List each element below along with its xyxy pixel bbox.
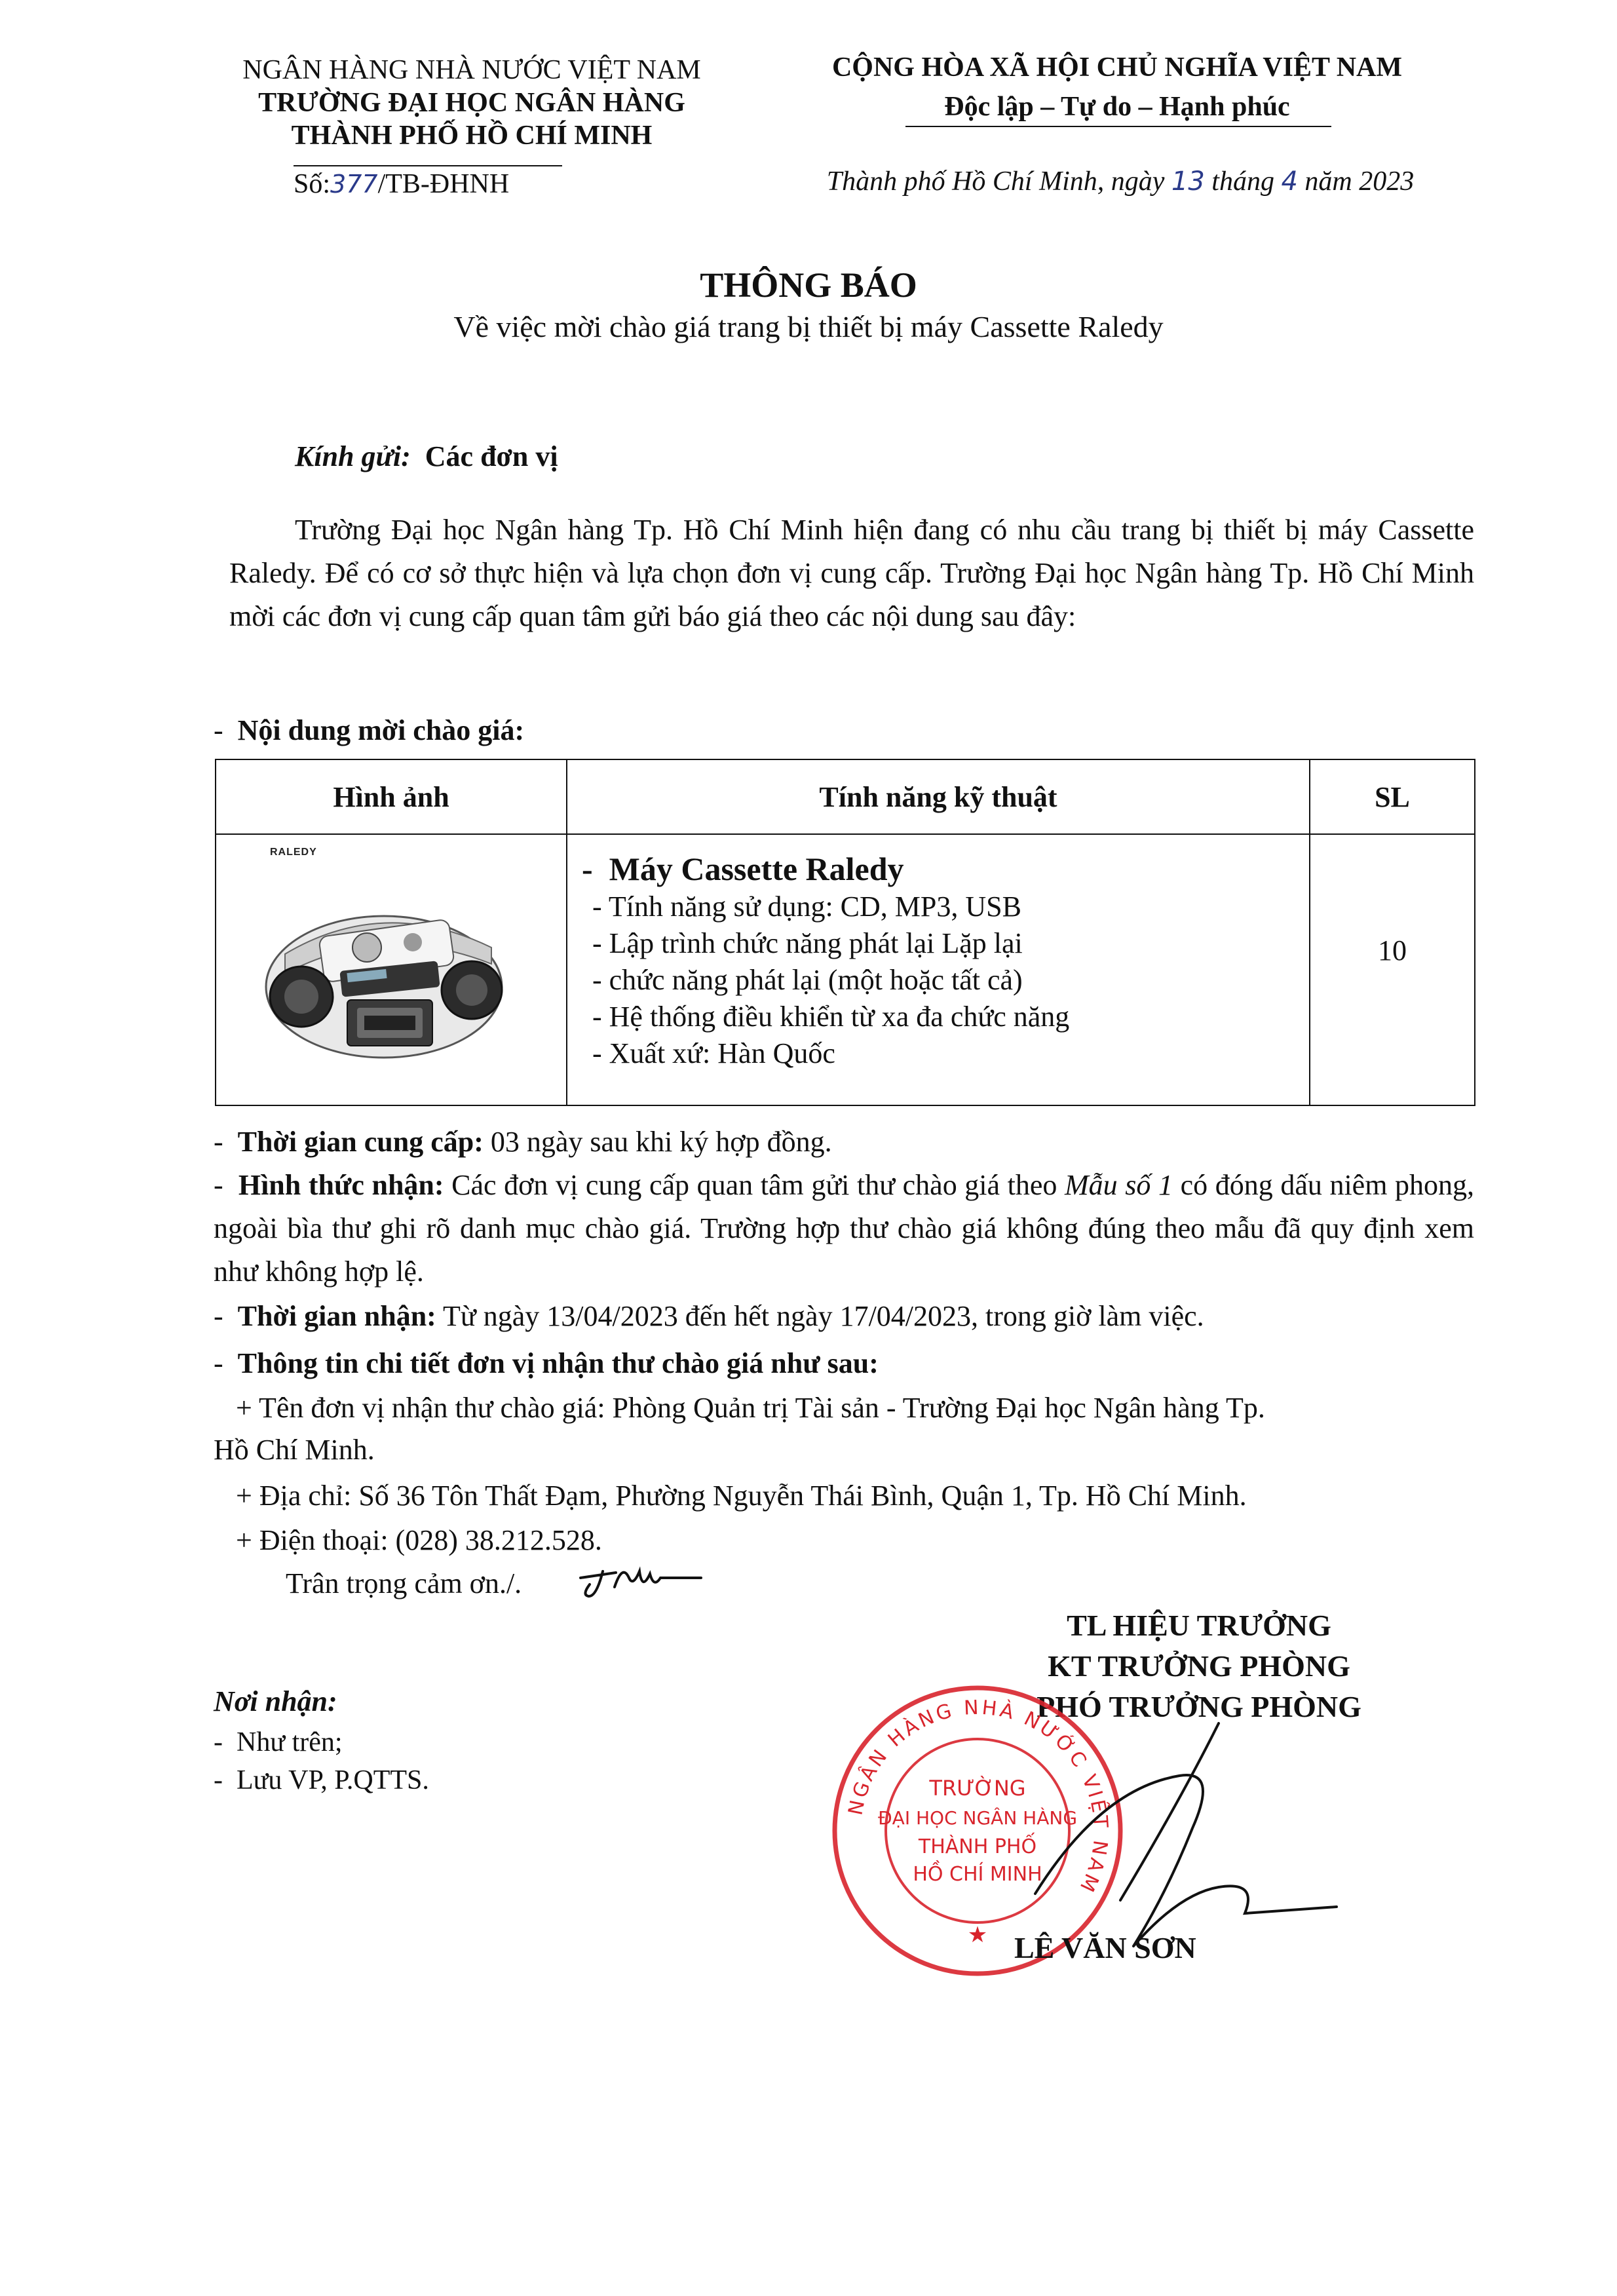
initials-signature-icon [577, 1558, 708, 1611]
feature-list [580, 889, 1296, 1072]
national-motto: Độc lập – Tự do – Hạnh phúc [944, 92, 1290, 122]
seal-ring-text: NGÂN HÀNG NHÀ NƯỚC VIỆT NAM [844, 1696, 1113, 1898]
list-item: - Lập trình chức năng phát lại Lặp lại [592, 925, 1296, 962]
date-place: Thành phố Hồ Chí Minh, ngày [826, 166, 1165, 197]
list-item: - Hệ thống điều khiển từ xa đa chức năng [592, 999, 1296, 1035]
salutation [295, 435, 558, 478]
date-day-handwritten: 13 [1171, 166, 1205, 197]
signature-line-1: TL HIỆU TRƯỞNG [1067, 1609, 1331, 1642]
receive-form: - Hình thức nhận: Các đơn vị cung cấp quan tâm gửi thư chào giá theo Mẫu số 1 có đóng dấu niêm phong, ngoài bìa thư ghi rõ danh mục chào giá. Trường hợp thư chào giá không đúng theo mẫu đã quy định xem như không hợp lệ. [214, 1169, 1475, 1288]
document-number-prefix: Số: [294, 169, 331, 199]
contact-unit-line2: Hồ Chí Minh. [214, 1434, 375, 1466]
seal-line-1: TRƯỜNG [929, 1776, 1026, 1801]
seal-line-2: ĐẠI HỌC NGÂN HÀNG [877, 1807, 1078, 1829]
receive-form-text-b: có đóng dấu niêm phong, ngoài bìa thư ghi rõ danh mục chào giá. Trường hợp thư chào giá không đúng theo mẫu đã quy định xem như không hợp lệ. [214, 1169, 1475, 1288]
col-header-image: Hình ảnh [216, 759, 567, 834]
document-date [773, 163, 1468, 201]
national-heading [767, 48, 1468, 126]
list-item: - Xuất xứ: Hàn Quốc [592, 1035, 1296, 1072]
seal-line-3: THÀNH PHỐ [918, 1835, 1037, 1858]
col-header-specs: Tính năng kỹ thuật [567, 759, 1310, 834]
contact-address: + Địa chỉ: Số 36 Tôn Thất Đạm, Phường Nguyễn Thái Bình, Quận 1, Tp. Hồ Chí Minh. [236, 1480, 1247, 1512]
content-heading: - Nội dung mời chào giá: [214, 714, 525, 746]
receive-form-reference: Mẫu số 1 [1065, 1169, 1173, 1201]
document-number-suffix: /TB-ĐHNH [377, 169, 510, 199]
quantity-cell: 10 [1310, 834, 1475, 1105]
offer-table [215, 759, 1475, 1106]
parent-organization: NGÂN HÀNG NHÀ NƯỚC VIỆT NAM [242, 55, 701, 85]
product-specs-cell [567, 834, 1310, 1105]
list-item: - chức năng phát lại (một hoặc tất cả) [592, 962, 1296, 999]
closing: Trân trọng cảm ơn./. [286, 1567, 522, 1599]
product-name: - Máy Cassette Raledy [582, 851, 904, 887]
signature-line-3: PHÓ TRƯỞNG PHÒNG [1037, 1690, 1361, 1723]
recipients-label: Nơi nhận: [214, 1685, 337, 1717]
receive-time-text: Từ ngày 13/04/2023 đến hết ngày 17/04/2023, trong giờ làm việc. [443, 1300, 1204, 1332]
salutation-recipient: Các đơn vị [425, 440, 558, 472]
contact-heading: - Thông tin chi tiết đơn vị nhận thư chào giá như sau: [214, 1347, 879, 1379]
col-header-qty: SL [1310, 759, 1475, 834]
svg-text:★: ★ [967, 1922, 988, 1948]
receive-form-text-a: Các đơn vị cung cấp quan tâm gửi thư chào giá theo [451, 1169, 1057, 1201]
nation-name: CỘNG HÒA XÃ HỘI CHỦ NGHĨA VIỆT NAM [831, 52, 1403, 83]
product-name-text: Máy Cassette Raledy [609, 851, 904, 887]
recipient-item-text: Như trên; [237, 1727, 343, 1757]
receive-time-label: Thời gian nhận: [237, 1300, 436, 1332]
contact-phone: + Điện thoại: (028) 38.212.528. [236, 1524, 602, 1556]
contact-heading-text: Thông tin chi tiết đơn vị nhận thư chào giá như sau: [237, 1347, 879, 1379]
document-subtitle: Về việc mời chào giá trang bị thiết bị máy Cassette Raledy [453, 310, 1164, 343]
table-row [216, 834, 1475, 1105]
product-image-brand: RALEDY [270, 847, 317, 858]
date-month-label: tháng [1211, 166, 1274, 197]
receive-time: - Thời gian nhận: Từ ngày 13/04/2023 đến hết ngày 17/04/2023, trong giờ làm việc. [214, 1300, 1204, 1332]
product-image-cell [216, 834, 567, 1105]
list-item: - Như trên; [214, 1727, 343, 1757]
date-month-handwritten: 4 [1281, 166, 1298, 197]
supply-time-text: 03 ngày sau khi ký hợp đồng. [490, 1126, 832, 1158]
receive-form-label: Hình thức nhận: [238, 1169, 444, 1201]
issuing-organization [157, 51, 786, 155]
seal-line-4: HỒ CHÍ MINH [913, 1863, 1042, 1886]
document-number [294, 165, 509, 203]
document-title: THÔNG BÁO [700, 265, 917, 305]
recipient-item-text: Lưu VP, P.QTTS. [237, 1765, 429, 1795]
organization-name-line2: THÀNH PHỐ HỒ CHÍ MINH [291, 121, 653, 151]
document-number-handwritten: 377 [330, 170, 378, 199]
signer-name: LÊ VĂN SƠN [1014, 1931, 1196, 1964]
list-item: - Tính năng sử dụng: CD, MP3, USB [592, 889, 1296, 925]
supply-time: - Thời gian cung cấp: 03 ngày sau khi ký hợp đồng. [214, 1126, 832, 1158]
cassette-player-image [216, 856, 565, 1105]
salutation-label: Kính gửi: [295, 440, 411, 472]
list-item: - Lưu VP, P.QTTS. [214, 1765, 429, 1795]
signature-line-2: KT TRƯỞNG PHÒNG [1048, 1649, 1350, 1683]
intro-paragraph: Trường Đại học Ngân hàng Tp. Hồ Chí Minh hiện đang có nhu cầu trang bị thiết bị máy Cassette Raledy. Để có cơ sở thực hiện và lựa chọn đơn vị cung cấp. Trường Đại học Ngân hàng Tp. Hồ Chí Minh mời các đơn vị cung cấp quan tâm gửi báo giá theo các nội dung sau đây: [229, 514, 1474, 632]
supply-time-label: Thời gian cung cấp: [237, 1126, 484, 1158]
table-header-row [216, 759, 1475, 834]
date-year: năm 2023 [1304, 166, 1415, 197]
organization-name-line1: TRƯỜNG ĐẠI HỌC NGÂN HÀNG [258, 88, 685, 118]
motto-rule [905, 126, 1331, 127]
content-heading-text: Nội dung mời chào giá: [237, 714, 525, 746]
contact-unit-line1: + Tên đơn vị nhận thư chào giá: Phòng Quản trị Tài sản - Trường Đại học Ngân hàng Tp. [236, 1392, 1265, 1424]
recipients-block [214, 1680, 429, 1799]
